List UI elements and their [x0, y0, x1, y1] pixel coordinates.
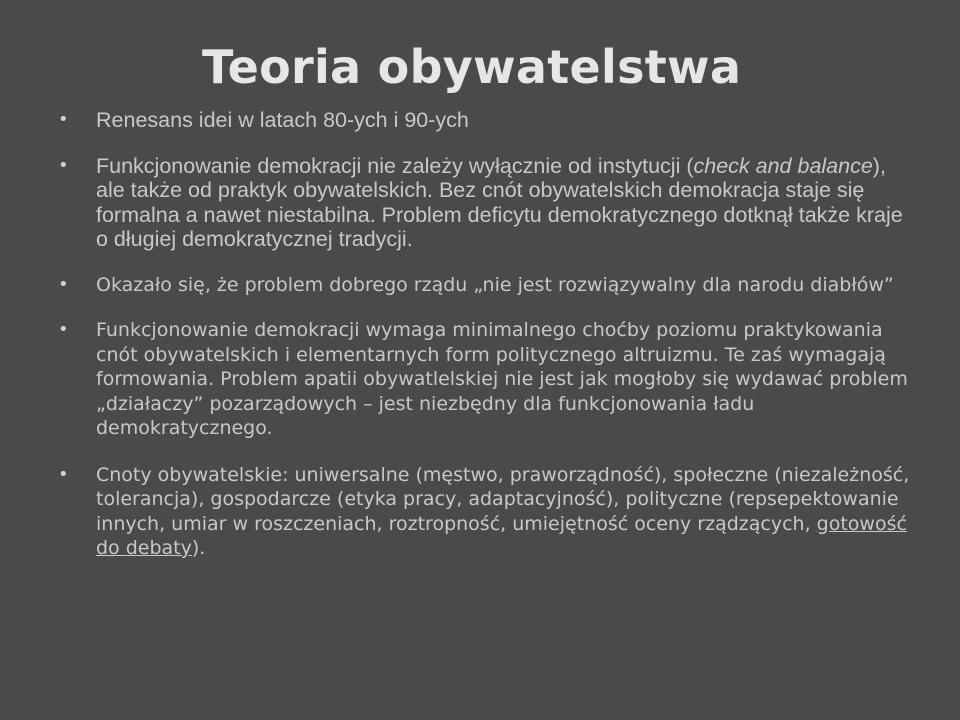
bullet-text: Renesans idei w latach 80-ych i 90-ych: [96, 108, 469, 132]
slide-title: Teoria obywatelstwa: [202, 40, 742, 94]
bullet-text: Funkcjonowanie demokracji wymaga minimalnego choćby poziomu praktykowania cnót obywatelskich i elementarnych form politycznego altruizmu. Te zaś wymagają formowania. Problem apatii obywatlelskiej nie jest jak mogłoby się wydawać problem „działaczy” pozarządowych – jest niezbędny dla funkcjonowania ładu demokratycznego.: [96, 319, 908, 439]
bullet-text-part: ), ale także od praktyk obywatelskich. Bez cnót obywatelskich demokracja staje się formalna a nawet niestabilna. Problem deficytu demokratycznego dotknął także kraje o długiej demokratycznej tradycji.: [96, 153, 903, 251]
bullet-item: [56, 108, 916, 133]
bullet-dot-icon: •: [58, 154, 69, 176]
bullet-item: [56, 318, 916, 441]
bullet-list: [56, 108, 916, 561]
bullet-text-part: Funkcjonowanie demokracji nie zależy wyłącznie od instytucji (: [96, 153, 694, 178]
bullet-item: [56, 463, 916, 561]
bullet-dot-icon: •: [58, 109, 69, 130]
bullet-text: [96, 464, 909, 560]
bullet-item: [56, 273, 916, 298]
bullet-text-part: Cnoty obywatelskie: uniwersalne (męstwo, praworządność), społeczne (niezależność, tolerancja), gospodarcze (etyka pracy, adaptacyjność), polityczne (repsepektowanie innych, umiar w roszczeniach, roztropność, umiejętność oceny rządzących,: [96, 463, 910, 535]
bullet-text: [96, 154, 903, 252]
bullet-text-italic: check and balance: [693, 153, 873, 178]
bullet-text: Okazało się, że problem dobrego rządu „nie jest rozwiązywalny dla narodu diabłów”: [96, 273, 894, 296]
bullet-item: [56, 154, 916, 252]
bullet-dot-icon: •: [58, 273, 69, 295]
bullet-dot-icon: •: [58, 319, 69, 340]
bullet-dot-icon: •: [58, 463, 69, 485]
bullet-text-underlined: gotowość do debaty: [96, 512, 907, 559]
bullet-text-part: ).: [191, 537, 206, 559]
